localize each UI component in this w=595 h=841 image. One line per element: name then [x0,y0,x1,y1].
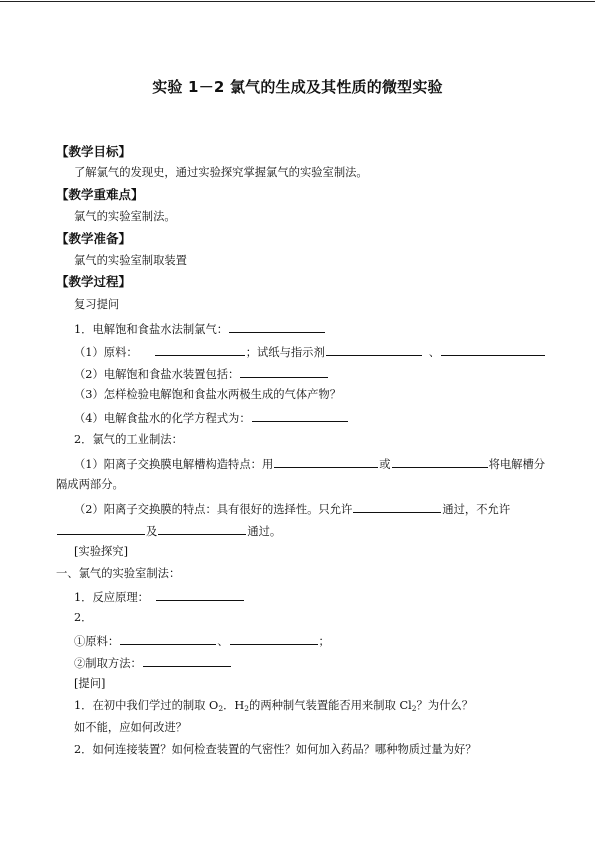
fill-blank [57,523,145,535]
section-1-4 [74,655,232,671]
q2-1-text: （1）阳离子交换膜电解槽构造特点：用 [74,458,274,471]
question-2: 2．氯气的工业制法： [74,433,183,446]
fill-blank [229,321,325,333]
fill-blank [392,456,488,468]
section-1-1 [74,589,245,605]
section-1-2: 2． [74,611,93,624]
preparation-text: 氯气的实验室制取装置 [74,254,187,267]
q2-2-text: （2）阳离子交换膜的特点：具有很好的选择性。只允许 [74,503,353,516]
key-points-text: 氯气的实验室制法。 [74,210,176,223]
heading-process: 【教学过程】 [56,274,132,289]
fill-blank [143,655,231,667]
question-1 [74,321,326,337]
fill-blank [274,456,378,468]
s1-4-text: ②制取方法： [74,657,142,670]
q2-1-tail: 将电解槽分 [488,458,546,471]
fill-blank [326,344,422,356]
s1-1-text: 1．反应原理： [74,591,149,604]
q1-1-text: ；试纸与指示剂 [245,346,325,359]
question-1-4 [74,410,349,426]
fill-blank [156,589,244,601]
heading-teaching-goal: 【教学目标】 [56,144,132,159]
question-2-1-cont: 隔成两部分。 [56,478,124,491]
q2-2-end: 通过。 [247,525,282,538]
subscript: 2 [244,704,250,713]
fill-blank [230,633,318,645]
question-1-1 [74,344,546,360]
fill-blank [252,410,348,422]
q2-2-mid: 通过，不允许 [442,503,511,516]
review-label: 复习提问 [74,298,120,311]
question-2-2-cont [56,523,281,539]
s1-3-sep: 、 [217,635,229,648]
ask-1-a: 1．在初中我们学过的制取 O [74,699,219,712]
question-1-3: （3）怎样检验电解饱和食盐水两极生成的气体产物？ [74,388,342,401]
fill-blank [155,344,245,356]
heading-key-points: 【教学重难点】 [56,187,144,202]
question-1-text: 1．电解饱和食盐水法制氯气： [74,323,229,336]
question-1-2 [74,366,329,382]
fill-blank [441,344,545,356]
ask-1-c: 的两种制气装置能否用来制取 Cl [249,699,412,712]
subscript: 2 [218,704,224,713]
fill-blank [353,501,441,513]
q1-1-label: （1）原料： [74,346,138,359]
question-2-2 [74,501,510,517]
section-1-title: 一、氯气的实验室制法： [56,567,181,580]
ask-1-cont: 如不能，应如何改进？ [74,721,187,734]
ask-1 [74,699,473,713]
fill-blank [158,523,246,535]
subscript: 2 [411,704,417,713]
q1-2-text: （2）电解饱和食盐水装置包括： [74,368,240,381]
s1-3-text: ①原料： [74,635,120,648]
heading-preparation: 【教学准备】 [56,231,132,246]
q2-2-and: 及 [146,525,158,538]
teaching-goal-text: 了解氯气的发现史，通过实验探究掌握氯气的实验室制法。 [74,166,368,179]
ask-label: [提问] [74,677,106,690]
page-top-border [0,1,595,2]
q2-1-or: 或 [379,458,391,471]
q1-1-sep: 、 [428,346,441,359]
s1-3-end: ； [318,635,330,648]
explore-label: [实验探究] [74,545,129,558]
ask-1-d: ？为什么？ [416,699,474,712]
section-1-3 [74,633,330,649]
fill-blank [240,366,328,378]
question-2-1 [74,456,545,472]
ask-2: 2．如何连接装置？如何检查装置的气密性？如何加入药品？哪种物质过量为好？ [74,743,477,756]
q1-4-text: （4）电解食盐水的化学方程式为： [74,412,251,425]
ask-1-b: ．H [223,699,245,712]
page-title: 实验 1－2 氯气的生成及其性质的微型实验 [152,78,443,96]
fill-blank [120,633,216,645]
